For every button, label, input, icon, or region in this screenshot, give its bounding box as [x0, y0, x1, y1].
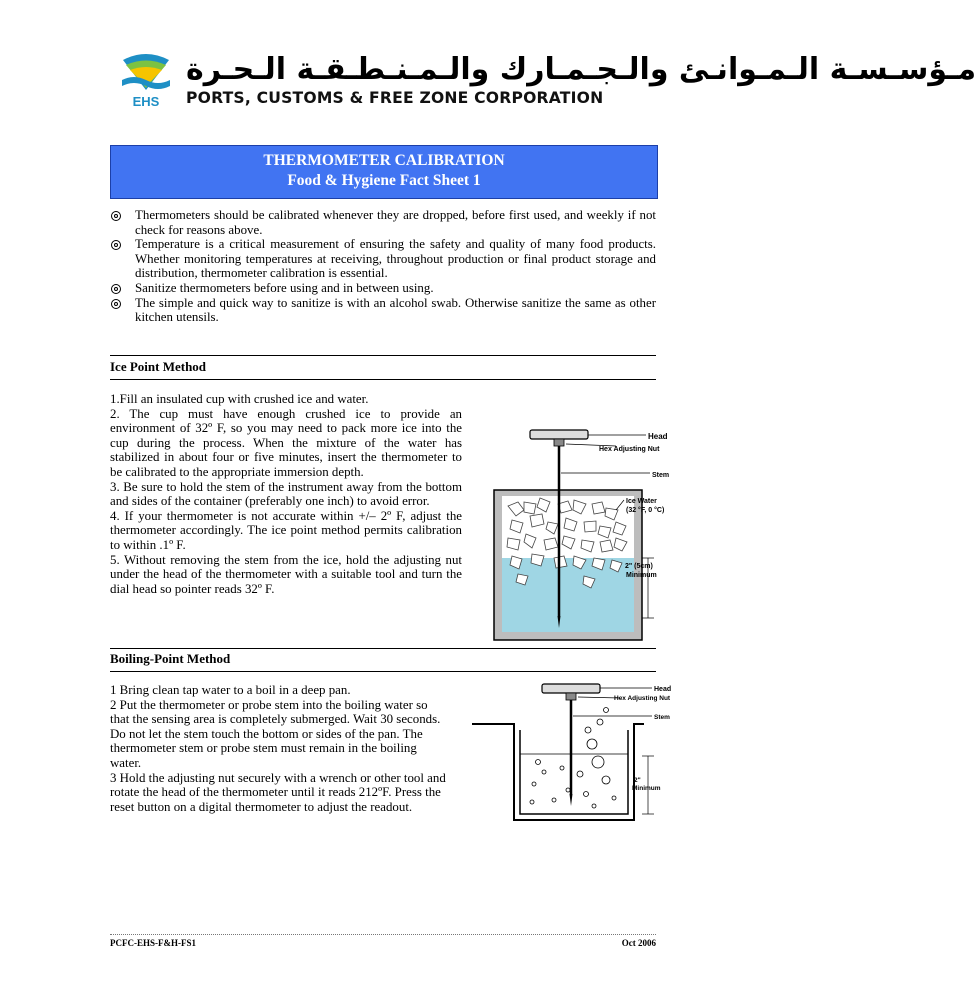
bullet-item: The simple and quick way to sanitize is with an alcohol swab. Otherwise sanitize the same as other kitchen utensils. [110, 296, 656, 325]
footer-date: Oct 2006 [621, 938, 656, 948]
ice-fig-stem-label: Stem [652, 472, 670, 479]
boil-step: 3 Hold the adjusting nut securely with a wrench or other tool and rotate the head of the thermometer until it reads 212ºF. Press the reset button on a digital thermometer to adjust the readout. [110, 770, 446, 814]
bullet-item: Temperature is a critical measurement of ensuring the safety and quality of many food products. Whether monitoring temperatures at receiving, throughout production or final product storage and distribution, thermometer calibration is essential. [110, 237, 656, 281]
footer-doc-code: PCFC-EHS-F&H-FS1 [110, 938, 196, 948]
ice-fig-water-temp-label: (32 °F, 0 °C) [626, 507, 665, 514]
boil-steps [110, 683, 450, 814]
boil-fig-depth-label: 2" [634, 777, 641, 784]
boil-step: 2 Put the thermometer or probe stem into the boiling water so that the sensing area is completely submerged. Wait 30 seconds. Do not let the stem touch the bottom or sides of the pan. The thermometer stem or probe stem must remain in the boiling water. [110, 697, 441, 770]
ice-point-figure [488, 418, 688, 648]
ice-step: 5. Without removing the stem from the ice, hold the adjusting nut under the head of the thermometer with a suitable tool and turn the dial head so pointer reads 32º F. [110, 552, 462, 596]
ice-fig-nut-label: Hex Adjusting Nut [599, 446, 660, 453]
ice-fig-depth-label: 2" (5cm) [625, 563, 653, 570]
bullet-circle-icon [111, 284, 121, 294]
ice-steps [110, 392, 462, 596]
ice-step: 4. If your thermometer is not accurate within +/– 2º F, adjust the thermometer accordingly. The ice point method permits calibration to within .1º F. [110, 508, 462, 552]
ice-fig-head-label: Head [648, 432, 668, 441]
title-line-2: Food & Hygiene Fact Sheet 1 [287, 172, 481, 189]
ice-section-heading: Ice Point Method [110, 359, 656, 380]
ice-step: 1.Fill an insulated cup with crushed ice and water. [110, 392, 369, 406]
bullet-item: Sanitize thermometers before using and in between using. [110, 281, 656, 296]
bullet-circle-icon [111, 211, 121, 221]
bullet-item: Thermometers should be calibrated whenever they are dropped, before first used, and weekly if not check for reasons above. [110, 208, 656, 237]
corporation-name: PORTS, CUSTOMS & FREE ZONE CORPORATION [186, 89, 604, 107]
boil-step: 1 Bring clean tap water to a boil in a deep pan. [110, 683, 351, 697]
logo-label: EHS [132, 94, 160, 109]
boil-fig-head-label: Head [654, 686, 672, 693]
boil-fig-nut-label: Hex Adjusting Nut [614, 695, 671, 702]
footer-rule [110, 934, 656, 935]
ehs-logo [118, 50, 174, 108]
boil-section-heading: Boiling-Point Method [110, 651, 656, 672]
bullet-circle-icon [111, 299, 121, 309]
ice-fig-minimum-label: Minimum [626, 572, 657, 579]
intro-bullet-list [110, 208, 656, 325]
bullet-circle-icon [111, 240, 121, 250]
ice-step: 2. The cup must have enough crushed ice to provide an environment of 32º F, so you may need to pack more ice into the cup during the process. When the mixture of the water has stabilized in about four or five minutes, insert the thermometer to be calibrated to the appropriate immersion depth. [110, 406, 462, 479]
boil-fig-stem-label: Stem [654, 714, 670, 721]
arabic-corporation-name: مـؤسـسـة الـمـوانـئ والـجـمـارك والـمـنـطـقـة الـحـرة [186, 52, 976, 87]
ice-step: 3. Be sure to hold the stem of the instrument away from the bottom and sides of the container (preferably one inch) to avoid error. [110, 479, 462, 509]
title-box [110, 145, 658, 199]
title-line-1: THERMOMETER CALIBRATION [263, 152, 505, 169]
ice-fig-water-label: Ice Water [626, 498, 657, 505]
section-top-rule [110, 648, 656, 649]
section-top-rule [110, 355, 656, 356]
boiling-point-figure [468, 678, 688, 830]
boil-fig-minimum-label: Minimum [632, 785, 661, 792]
